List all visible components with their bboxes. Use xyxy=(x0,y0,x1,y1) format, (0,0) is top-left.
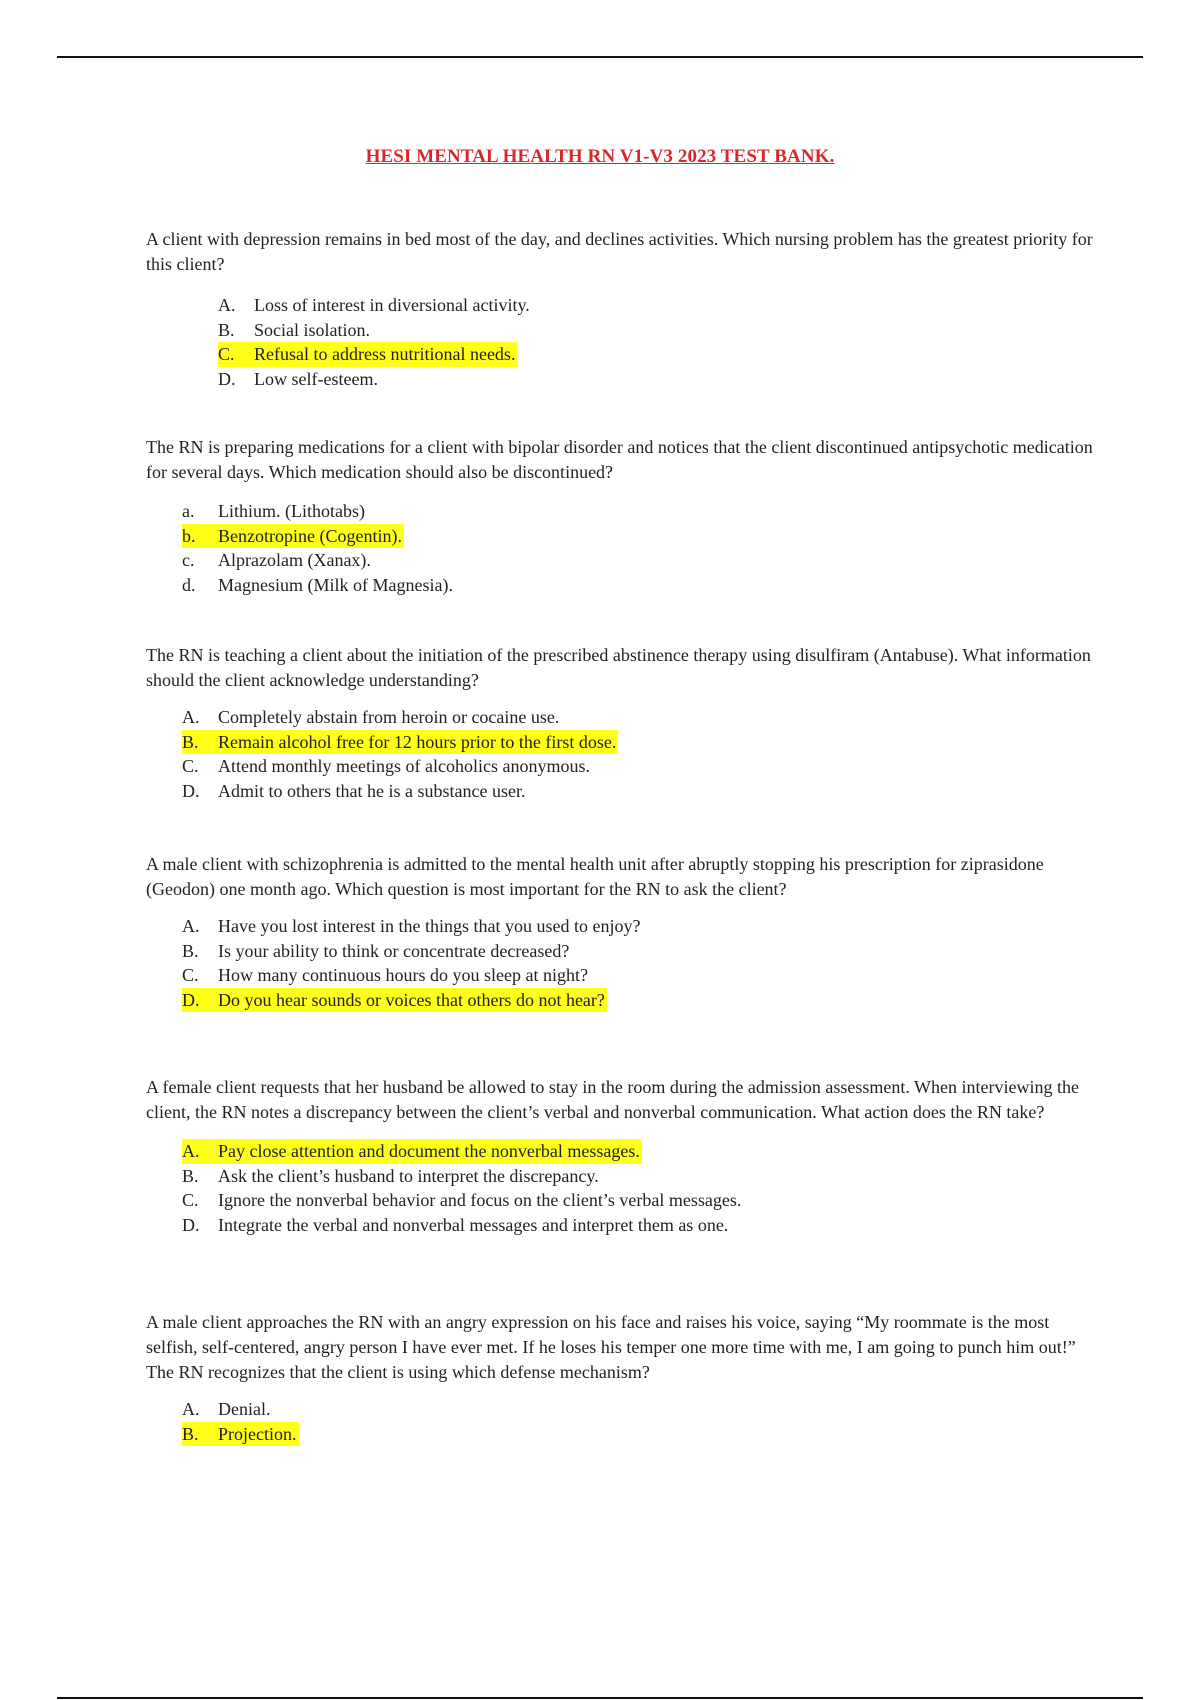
option-highlight: D. Admit to others that he is a substance user. xyxy=(182,780,526,801)
option-item xyxy=(182,963,1096,988)
option-item xyxy=(182,914,1096,939)
option-item xyxy=(182,1164,1096,1189)
question-1 xyxy=(146,227,1096,391)
question-4 xyxy=(146,852,1096,1012)
option-highlight: B. Ask the client’s husband to interpret the discrepancy. xyxy=(182,1165,599,1186)
option-item xyxy=(182,1188,1096,1213)
option-highlight: c. Alprazolam (Xanax). xyxy=(182,550,371,570)
option-highlight: B. Projection. xyxy=(182,1422,299,1447)
option-highlight: B. Social isolation. xyxy=(218,319,370,340)
option-item xyxy=(182,705,1096,730)
option-item xyxy=(182,524,1096,549)
option-highlight: a. Lithium. (Lithotabs) xyxy=(182,501,365,521)
option-highlight: B. Remain alcohol free for 12 hours prior to the first dose. xyxy=(182,730,618,755)
option-highlight: A. Denial. xyxy=(182,1399,271,1419)
question-stem: The RN is preparing medications for a client with bipolar disorder and notices that the client discontinued antipsychotic medication for several days. Which medication should also be discontinued? xyxy=(146,437,1093,482)
option-highlight: A. Have you lost interest in the things that you used to enjoy? xyxy=(182,916,641,936)
option-item xyxy=(182,548,1096,573)
option-item xyxy=(218,342,1096,367)
option-highlight: C. How many continuous hours do you sleep at night? xyxy=(182,965,588,985)
option-item xyxy=(218,367,1096,392)
option-item xyxy=(182,1397,1096,1422)
option-highlight: A. Completely abstain from heroin or cocaine use. xyxy=(182,707,560,727)
option-item xyxy=(182,1422,1096,1447)
option-highlight: A. Loss of interest in diversional activity. xyxy=(218,295,530,315)
option-item xyxy=(182,754,1096,779)
option-highlight: C. Attend monthly meetings of alcoholics anonymous. xyxy=(182,756,590,776)
option-list xyxy=(182,1397,1096,1446)
option-list xyxy=(182,499,1096,597)
option-list xyxy=(182,1139,1096,1237)
question-5 xyxy=(146,1075,1096,1237)
bottom-rule xyxy=(57,1697,1143,1699)
option-item xyxy=(182,988,1096,1013)
option-highlight: D. Do you hear sounds or voices that others do not hear? xyxy=(182,988,607,1013)
option-item xyxy=(182,779,1096,804)
question-stem: A male client with schizophrenia is admitted to the mental health unit after abruptly stopping his prescription for ziprasidone (Geodon) one month ago. Which question is most important for the RN to ask the client? xyxy=(146,854,1044,899)
option-highlight: d. Magnesium (Milk of Magnesia). xyxy=(182,574,453,595)
option-item xyxy=(218,293,1096,318)
option-list xyxy=(182,914,1096,1012)
option-item xyxy=(182,1139,1096,1164)
question-stem: A female client requests that her husband be allowed to stay in the room during the admission assessment. When interviewing the client, the RN notes a discrepancy between the client’s verbal and nonverbal communication. What action does the RN take? xyxy=(146,1077,1079,1122)
option-item xyxy=(182,499,1096,524)
option-item xyxy=(182,1213,1096,1238)
option-item xyxy=(182,573,1096,598)
option-highlight: A. Pay close attention and document the nonverbal messages. xyxy=(182,1139,642,1164)
option-item xyxy=(218,318,1096,343)
question-stem: A male client approaches the RN with an angry expression on his face and raises his voice, saying “My roommate is the most selfish, self-centered, angry person I have ever met. If he loses his temper one more time with me, I am going to punch him out!” The RN recognizes that the client is using which defense mechanism? xyxy=(146,1312,1076,1382)
question-stem: The RN is teaching a client about the initiation of the prescribed abstinence therapy using disulfiram (Antabuse). What information should the client acknowledge understanding? xyxy=(146,645,1091,690)
option-highlight: C. Refusal to address nutritional needs. xyxy=(218,342,517,367)
option-item xyxy=(182,730,1096,755)
option-highlight: D. Integrate the verbal and nonverbal messages and interpret them as one. xyxy=(182,1214,729,1235)
page-title: HESI MENTAL HEALTH RN V1-V3 2023 TEST BANK. xyxy=(365,146,835,167)
question-2 xyxy=(146,435,1096,597)
top-rule xyxy=(57,56,1143,58)
question-stem: A client with depression remains in bed most of the day, and declines activities. Which nursing problem has the greatest priority for this client? xyxy=(146,229,1093,274)
question-6 xyxy=(146,1310,1096,1446)
option-highlight: C. Ignore the nonverbal behavior and focus on the client’s verbal messages. xyxy=(182,1190,742,1210)
option-list xyxy=(182,705,1096,803)
option-list xyxy=(218,293,1096,391)
option-highlight: B. Is your ability to think or concentrate decreased? xyxy=(182,940,570,961)
option-highlight: b. Benzotropine (Cogentin). xyxy=(182,524,404,549)
question-3 xyxy=(146,643,1096,803)
option-item xyxy=(182,939,1096,964)
option-highlight: D. Low self-esteem. xyxy=(218,368,378,389)
